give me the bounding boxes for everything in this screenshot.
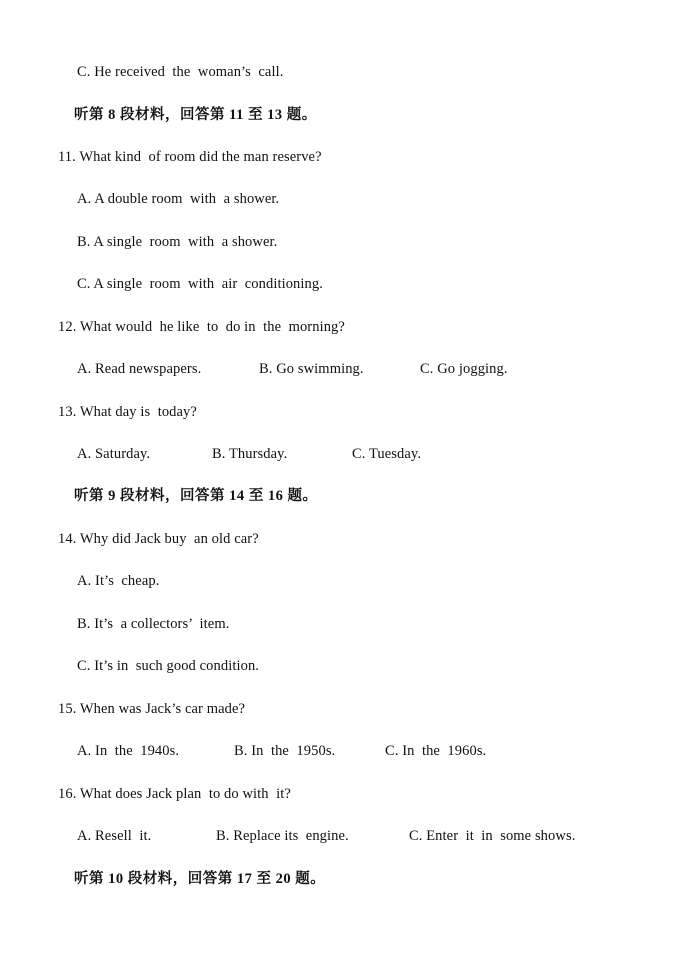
question-16-option-a: A. Resell it. xyxy=(77,828,152,844)
question-14-stem: 14. Why did Jack buy an old car? xyxy=(58,531,259,547)
section-heading-9: 听第 9 段材料，回答第 14 至 16 题。 xyxy=(74,488,318,504)
question-12-option-a: A. Read newspapers. xyxy=(77,361,202,377)
section-heading-8: 听第 8 段材料，回答第 11 至 13 题。 xyxy=(74,107,317,123)
question-16-option-c: C. Enter it in some shows. xyxy=(409,828,576,844)
question-16-option-b: B. Replace its engine. xyxy=(216,828,349,844)
question-12-stem: 12. What would he like to do in the morning? xyxy=(58,319,345,335)
question-15-option-b: B. In the 1950s. xyxy=(234,743,336,759)
question-14-option-b: B. It’s a collectors’ item. xyxy=(77,616,230,632)
section-heading-10: 听第 10 段材料，回答第 17 至 20 题。 xyxy=(74,871,326,887)
question-11-option-c: C. A single room with air conditioning. xyxy=(77,276,323,292)
question-13-stem: 13. What day is today? xyxy=(58,404,197,420)
question-12-option-c: C. Go jogging. xyxy=(420,361,508,377)
question-16-options xyxy=(0,827,688,845)
question-11-stem: 11. What kind of room did the man reserve? xyxy=(58,149,322,165)
question-13-option-b: B. Thursday. xyxy=(212,446,288,462)
question-11-option-a: A. A double room with a shower. xyxy=(77,191,280,207)
question-14-option-a: A. It’s cheap. xyxy=(77,573,160,589)
question-13-option-c: C. Tuesday. xyxy=(352,446,422,462)
question-15-option-c: C. In the 1960s. xyxy=(385,743,487,759)
question-14-option-c: C. It’s in such good condition. xyxy=(77,658,260,674)
question-16-stem: 16. What does Jack plan to do with it? xyxy=(58,786,291,802)
question-13-option-a: A. Saturday. xyxy=(77,446,151,462)
question-12-options xyxy=(0,360,688,378)
question-12-option-b: B. Go swimming. xyxy=(259,361,364,377)
option-c-q10: C. He received the woman’s call. xyxy=(77,64,284,80)
question-15-options xyxy=(0,742,688,760)
question-15-option-a: A. In the 1940s. xyxy=(77,743,180,759)
question-15-stem: 15. When was Jack’s car made? xyxy=(58,701,246,717)
question-11-option-b: B. A single room with a shower. xyxy=(77,234,278,250)
question-13-options xyxy=(0,445,688,463)
